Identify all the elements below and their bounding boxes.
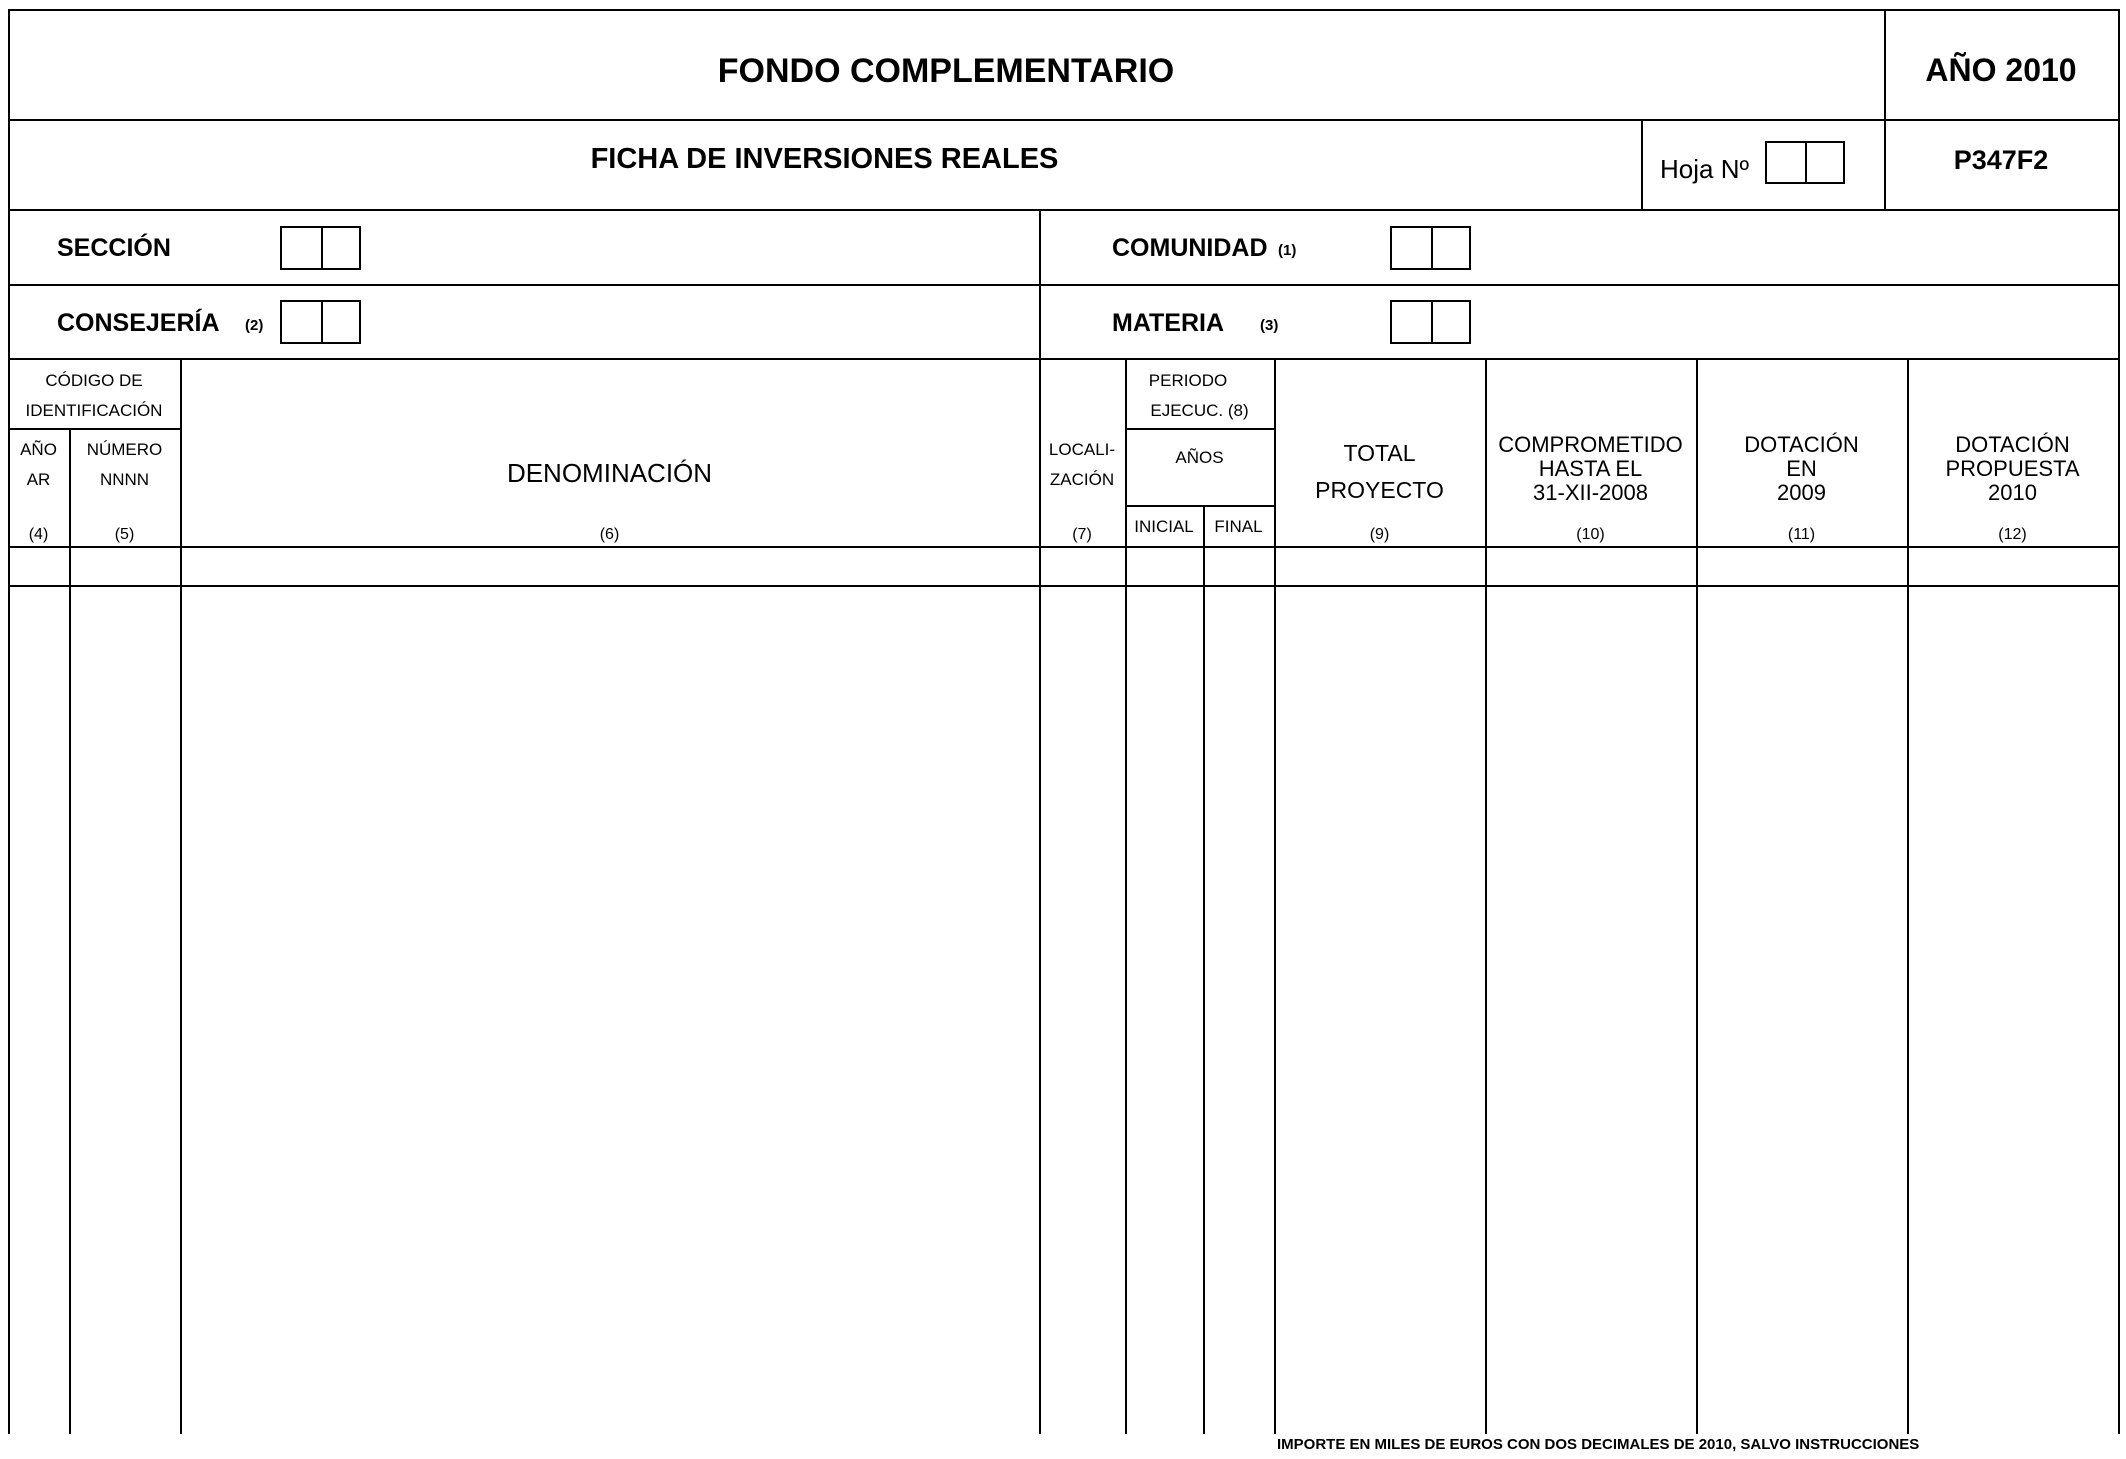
- inicial-header: INICIAL: [1134, 517, 1194, 536]
- table-cell[interactable]: [72, 549, 177, 582]
- seccion-label: SECCIÓN: [57, 234, 171, 262]
- propuesta-header-3: 2010: [1988, 480, 2037, 505]
- table-cell[interactable]: [1699, 549, 1904, 582]
- seccion-field[interactable]: [280, 226, 361, 270]
- frame-row1: [8, 119, 2120, 121]
- comprometido-header-1: COMPROMETIDO: [1498, 432, 1683, 457]
- sheet-separator: [1641, 119, 1643, 210]
- colnum-11: (11): [1787, 526, 1816, 543]
- consejeria-label: CONSEJERÍA: [57, 309, 220, 337]
- table-cell[interactable]: [1277, 549, 1482, 582]
- anos-underline: [1125, 505, 1276, 507]
- frame-top: [8, 9, 2120, 11]
- total-header-1: TOTAL: [1343, 440, 1416, 466]
- table-cell[interactable]: [1128, 549, 1200, 582]
- periodo-underline: [1125, 428, 1276, 430]
- col-sep-total-comp: [1485, 358, 1487, 1434]
- table-cell[interactable]: [1206, 549, 1271, 582]
- consejeria-note: (2): [245, 317, 264, 334]
- periodo-header-2: EJECUC. (8): [1150, 401, 1249, 420]
- sheet-number-field[interactable]: [1765, 141, 1845, 184]
- comunidad-field[interactable]: [1390, 226, 1471, 270]
- colnum-10: (10): [1576, 526, 1605, 543]
- anos-header: AÑOS: [1175, 448, 1224, 467]
- colnum-5: (5): [114, 526, 135, 543]
- form-year: AÑO 2010: [1925, 52, 2077, 88]
- table-cell[interactable]: [11, 549, 66, 582]
- colnum-4: (4): [28, 526, 49, 543]
- footer-note: IMPORTE EN MILES DE EUROS CON DOS DECIMALES DE 2010, SALVO INSTRUCCIONES: [1277, 1436, 1920, 1453]
- table-cell[interactable]: [1488, 549, 1693, 582]
- codigo-header-1: CÓDIGO DE: [45, 371, 143, 390]
- row-line: [8, 585, 2120, 587]
- form-title: FONDO COMPLEMENTARIO: [717, 52, 1175, 90]
- col-sep-periodo-total: [1274, 358, 1276, 1434]
- col-sep-codigo-denom: [180, 358, 182, 1434]
- numero-header-2: NNNN: [99, 470, 150, 489]
- frame-row4: [8, 358, 2120, 360]
- ano-header-2: AR: [26, 470, 51, 489]
- col-sep-dot-prop: [1907, 358, 1909, 1434]
- final-header: FINAL: [1214, 517, 1263, 536]
- colnum-12: (12): [1998, 526, 2027, 543]
- col-sep-comp-dot: [1696, 358, 1698, 1434]
- dotacion-header-1: DOTACIÓN: [1744, 432, 1859, 457]
- comunidad-label: COMUNIDAD: [1112, 234, 1268, 262]
- frame-row3: [8, 284, 2120, 286]
- frame-table-header-bottom: [8, 546, 2120, 548]
- total-header-2: PROYECTO: [1315, 477, 1444, 503]
- col-sep-ano-numero: [69, 430, 71, 1434]
- form-code: P347F2: [1953, 145, 2049, 175]
- colnum-7: (7): [1072, 526, 1092, 543]
- materia-label: MATERIA: [1112, 309, 1225, 337]
- propuesta-header-1: DOTACIÓN: [1955, 432, 2070, 457]
- frame-left: [8, 9, 10, 1434]
- denominacion-header: DENOMINACIÓN: [506, 458, 713, 488]
- localizacion-header-1: LOCALI-: [1048, 440, 1116, 459]
- comunidad-note: (1): [1278, 242, 1297, 259]
- comprometido-header-3: 31-XII-2008: [1533, 480, 1648, 505]
- numero-header-1: NÚMERO: [86, 440, 163, 459]
- colnum-6: (6): [599, 526, 620, 543]
- comprometido-header-2: HASTA EL: [1538, 456, 1643, 481]
- codigo-underline: [8, 428, 182, 430]
- sheet-label: Hoja Nº: [1660, 154, 1749, 184]
- propuesta-header-2: PROPUESTA: [1945, 456, 2080, 481]
- middle-separator: [1039, 209, 1041, 1434]
- frame-row2: [8, 209, 2120, 211]
- ano-header-1: AÑO: [20, 440, 57, 459]
- form-subtitle: FICHA DE INVERSIONES REALES: [590, 143, 1059, 175]
- dotacion-header-3: 2009: [1777, 480, 1826, 505]
- materia-note: (3): [1260, 317, 1279, 334]
- consejeria-field[interactable]: [280, 300, 361, 344]
- materia-field[interactable]: [1390, 300, 1471, 344]
- localizacion-header-2: ZACIÓN: [1049, 470, 1115, 489]
- col-sep-inicial-final: [1203, 505, 1205, 1434]
- table-cell[interactable]: [183, 549, 1036, 582]
- codigo-header-2: IDENTIFICACIÓN: [25, 401, 163, 420]
- colnum-9: (9): [1369, 526, 1390, 543]
- frame-right: [2118, 9, 2120, 1434]
- dotacion-header-2: EN: [1786, 456, 1817, 481]
- periodo-header-1: PERIODO: [1148, 371, 1228, 390]
- table-cell[interactable]: [1910, 549, 2115, 582]
- year-separator: [1884, 9, 1886, 210]
- table-cell[interactable]: [1042, 549, 1122, 582]
